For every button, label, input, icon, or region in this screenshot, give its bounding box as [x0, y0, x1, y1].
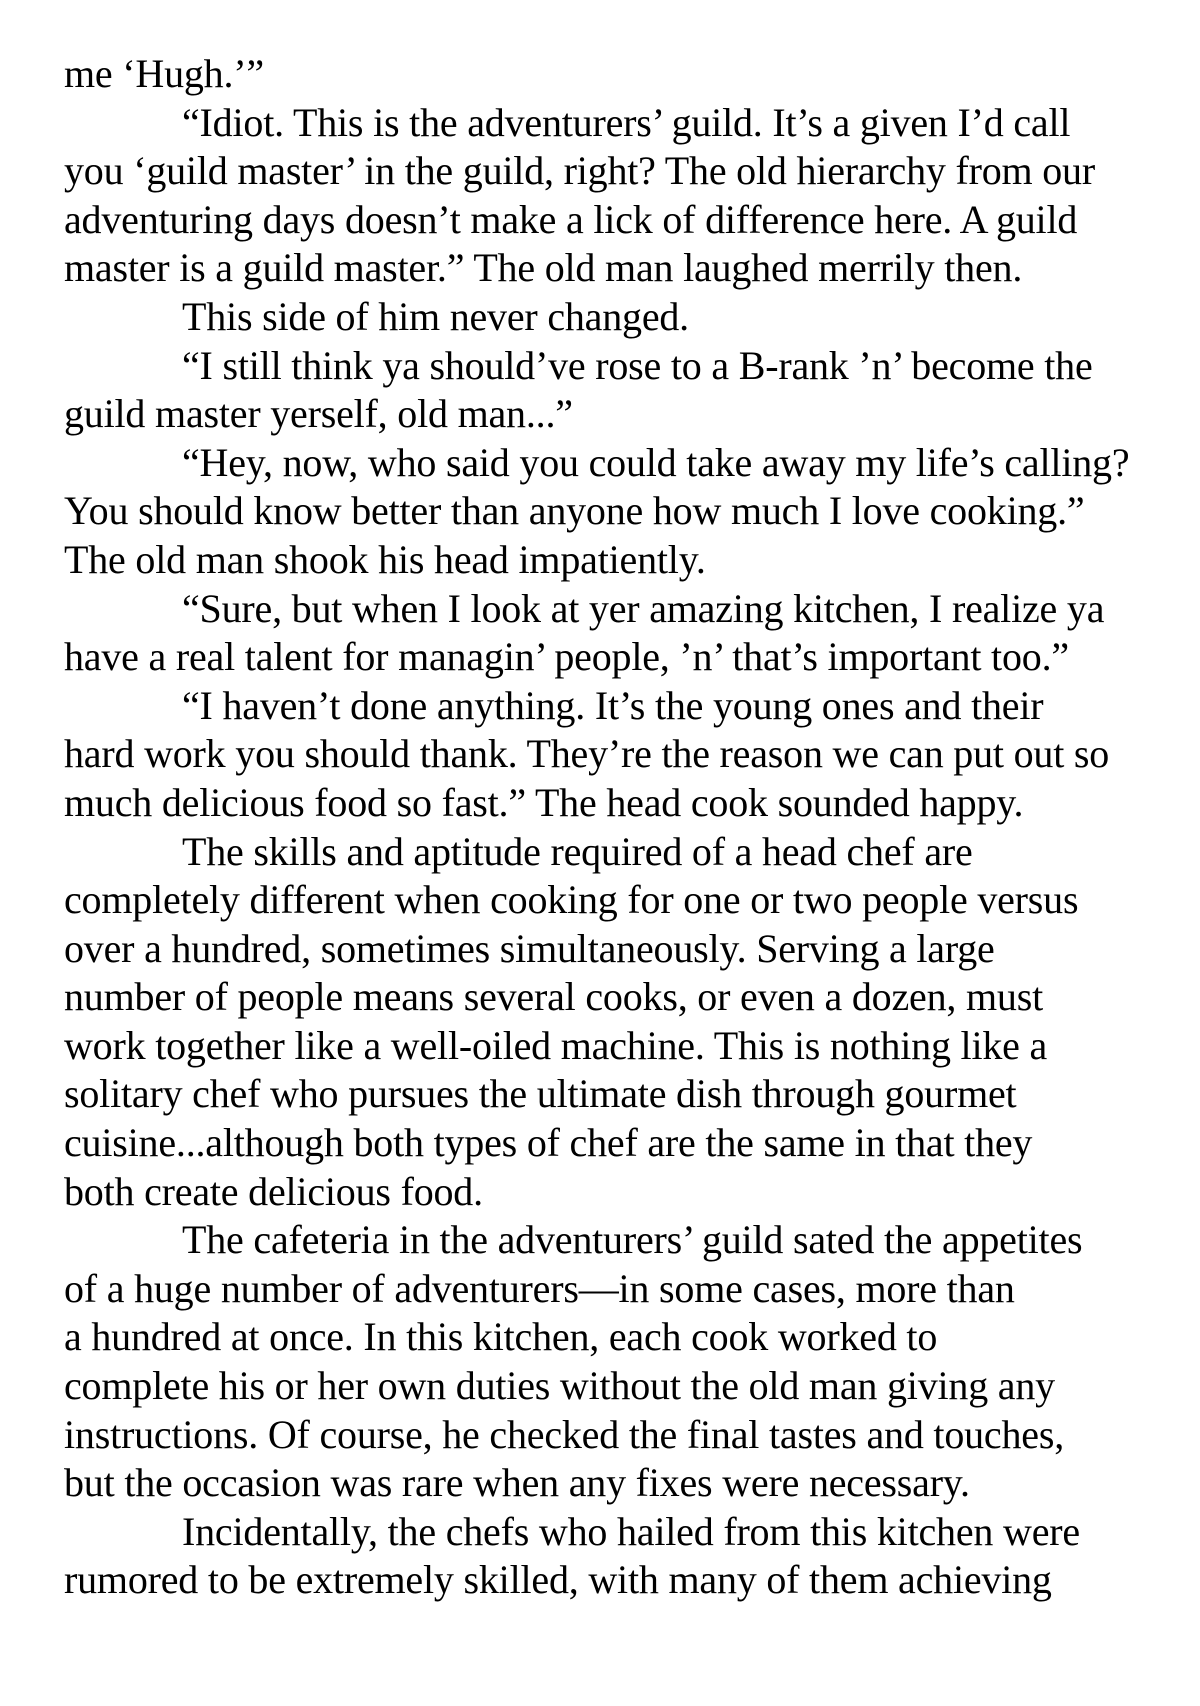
- text-line: This side of him never changed.: [182, 293, 689, 339]
- text-line: The skills and aptitude required of a head chef are: [182, 828, 973, 874]
- page-text: [64, 50, 1160, 1605]
- text-line: You should know better than anyone how much I love cooking.”: [64, 488, 1085, 534]
- text-line: completely different when cooking for one or two people versus: [64, 877, 1079, 923]
- text-line: instructions. Of course, he checked the final tastes and touches,: [64, 1411, 1065, 1457]
- text-line: a hundred at once. In this kitchen, each cook worked to: [64, 1314, 938, 1360]
- text-line: over a hundred, sometimes simultaneously. Serving a large: [64, 925, 995, 971]
- text-line: but the occasion was rare when any fixes were necessary.: [64, 1460, 970, 1506]
- paragraph: [64, 828, 1160, 1217]
- paragraph: [64, 1508, 1160, 1605]
- text-line: complete his or her own duties without the old man giving any: [64, 1363, 1055, 1409]
- paragraph: [64, 682, 1160, 828]
- text-line: “Sure, but when I look at yer amazing kitchen, I realize ya: [182, 585, 1105, 631]
- paragraph: [64, 585, 1160, 682]
- paragraph: [64, 50, 1160, 99]
- text-line: The cafeteria in the adventurers’ guild sated the appetites: [182, 1217, 1083, 1263]
- paragraph: [64, 342, 1160, 439]
- paragraph: [64, 439, 1160, 585]
- text-line: of a huge number of adventurers—in some cases, more than: [64, 1265, 1015, 1311]
- text-line: both create delicious food.: [64, 1168, 483, 1214]
- text-line: adventuring days doesn’t make a lick of difference here. A guild: [64, 196, 1078, 242]
- text-line: much delicious food so fast.” The head cook sounded happy.: [64, 779, 1024, 825]
- text-line: Incidentally, the chefs who hailed from this kitchen were: [182, 1508, 1080, 1554]
- text-line: rumored to be extremely skilled, with many of them achieving: [64, 1557, 1052, 1603]
- text-line: The old man shook his head impatiently.: [64, 536, 706, 582]
- text-line: “I still think ya should’ve rose to a B-rank ’n’ become the: [182, 342, 1093, 388]
- text-line: solitary chef who pursues the ultimate dish through gourmet: [64, 1071, 1017, 1117]
- text-line: me ‘Hugh.’”: [64, 51, 264, 96]
- text-line: number of people means several cooks, or even a dozen, must: [64, 974, 1043, 1020]
- text-line: work together like a well-oiled machine. This is nothing like a: [64, 1022, 1048, 1068]
- text-line: “I haven’t done anything. It’s the young ones and their: [182, 682, 1044, 728]
- text-line: master is a guild master.” The old man laughed merrily then.: [64, 245, 1023, 291]
- text-line: “Idiot. This is the adventurers’ guild. It’s a given I’d call: [182, 99, 1071, 145]
- text-line: you ‘guild master’ in the guild, right? The old hierarchy from our: [64, 148, 1095, 194]
- text-line: have a real talent for managin’ people, ’n’ that’s important too.”: [64, 634, 1069, 680]
- text-line: “Hey, now, who said you could take away my life’s calling?: [182, 439, 1130, 485]
- paragraph: [64, 99, 1160, 293]
- paragraph: [64, 1216, 1160, 1508]
- text-line: cuisine...although both types of chef are the same in that they: [64, 1120, 1033, 1166]
- text-line: hard work you should thank. They’re the reason we can put out so: [64, 731, 1110, 777]
- paragraph: [64, 293, 1160, 342]
- text-line: guild master yerself, old man...”: [64, 391, 573, 437]
